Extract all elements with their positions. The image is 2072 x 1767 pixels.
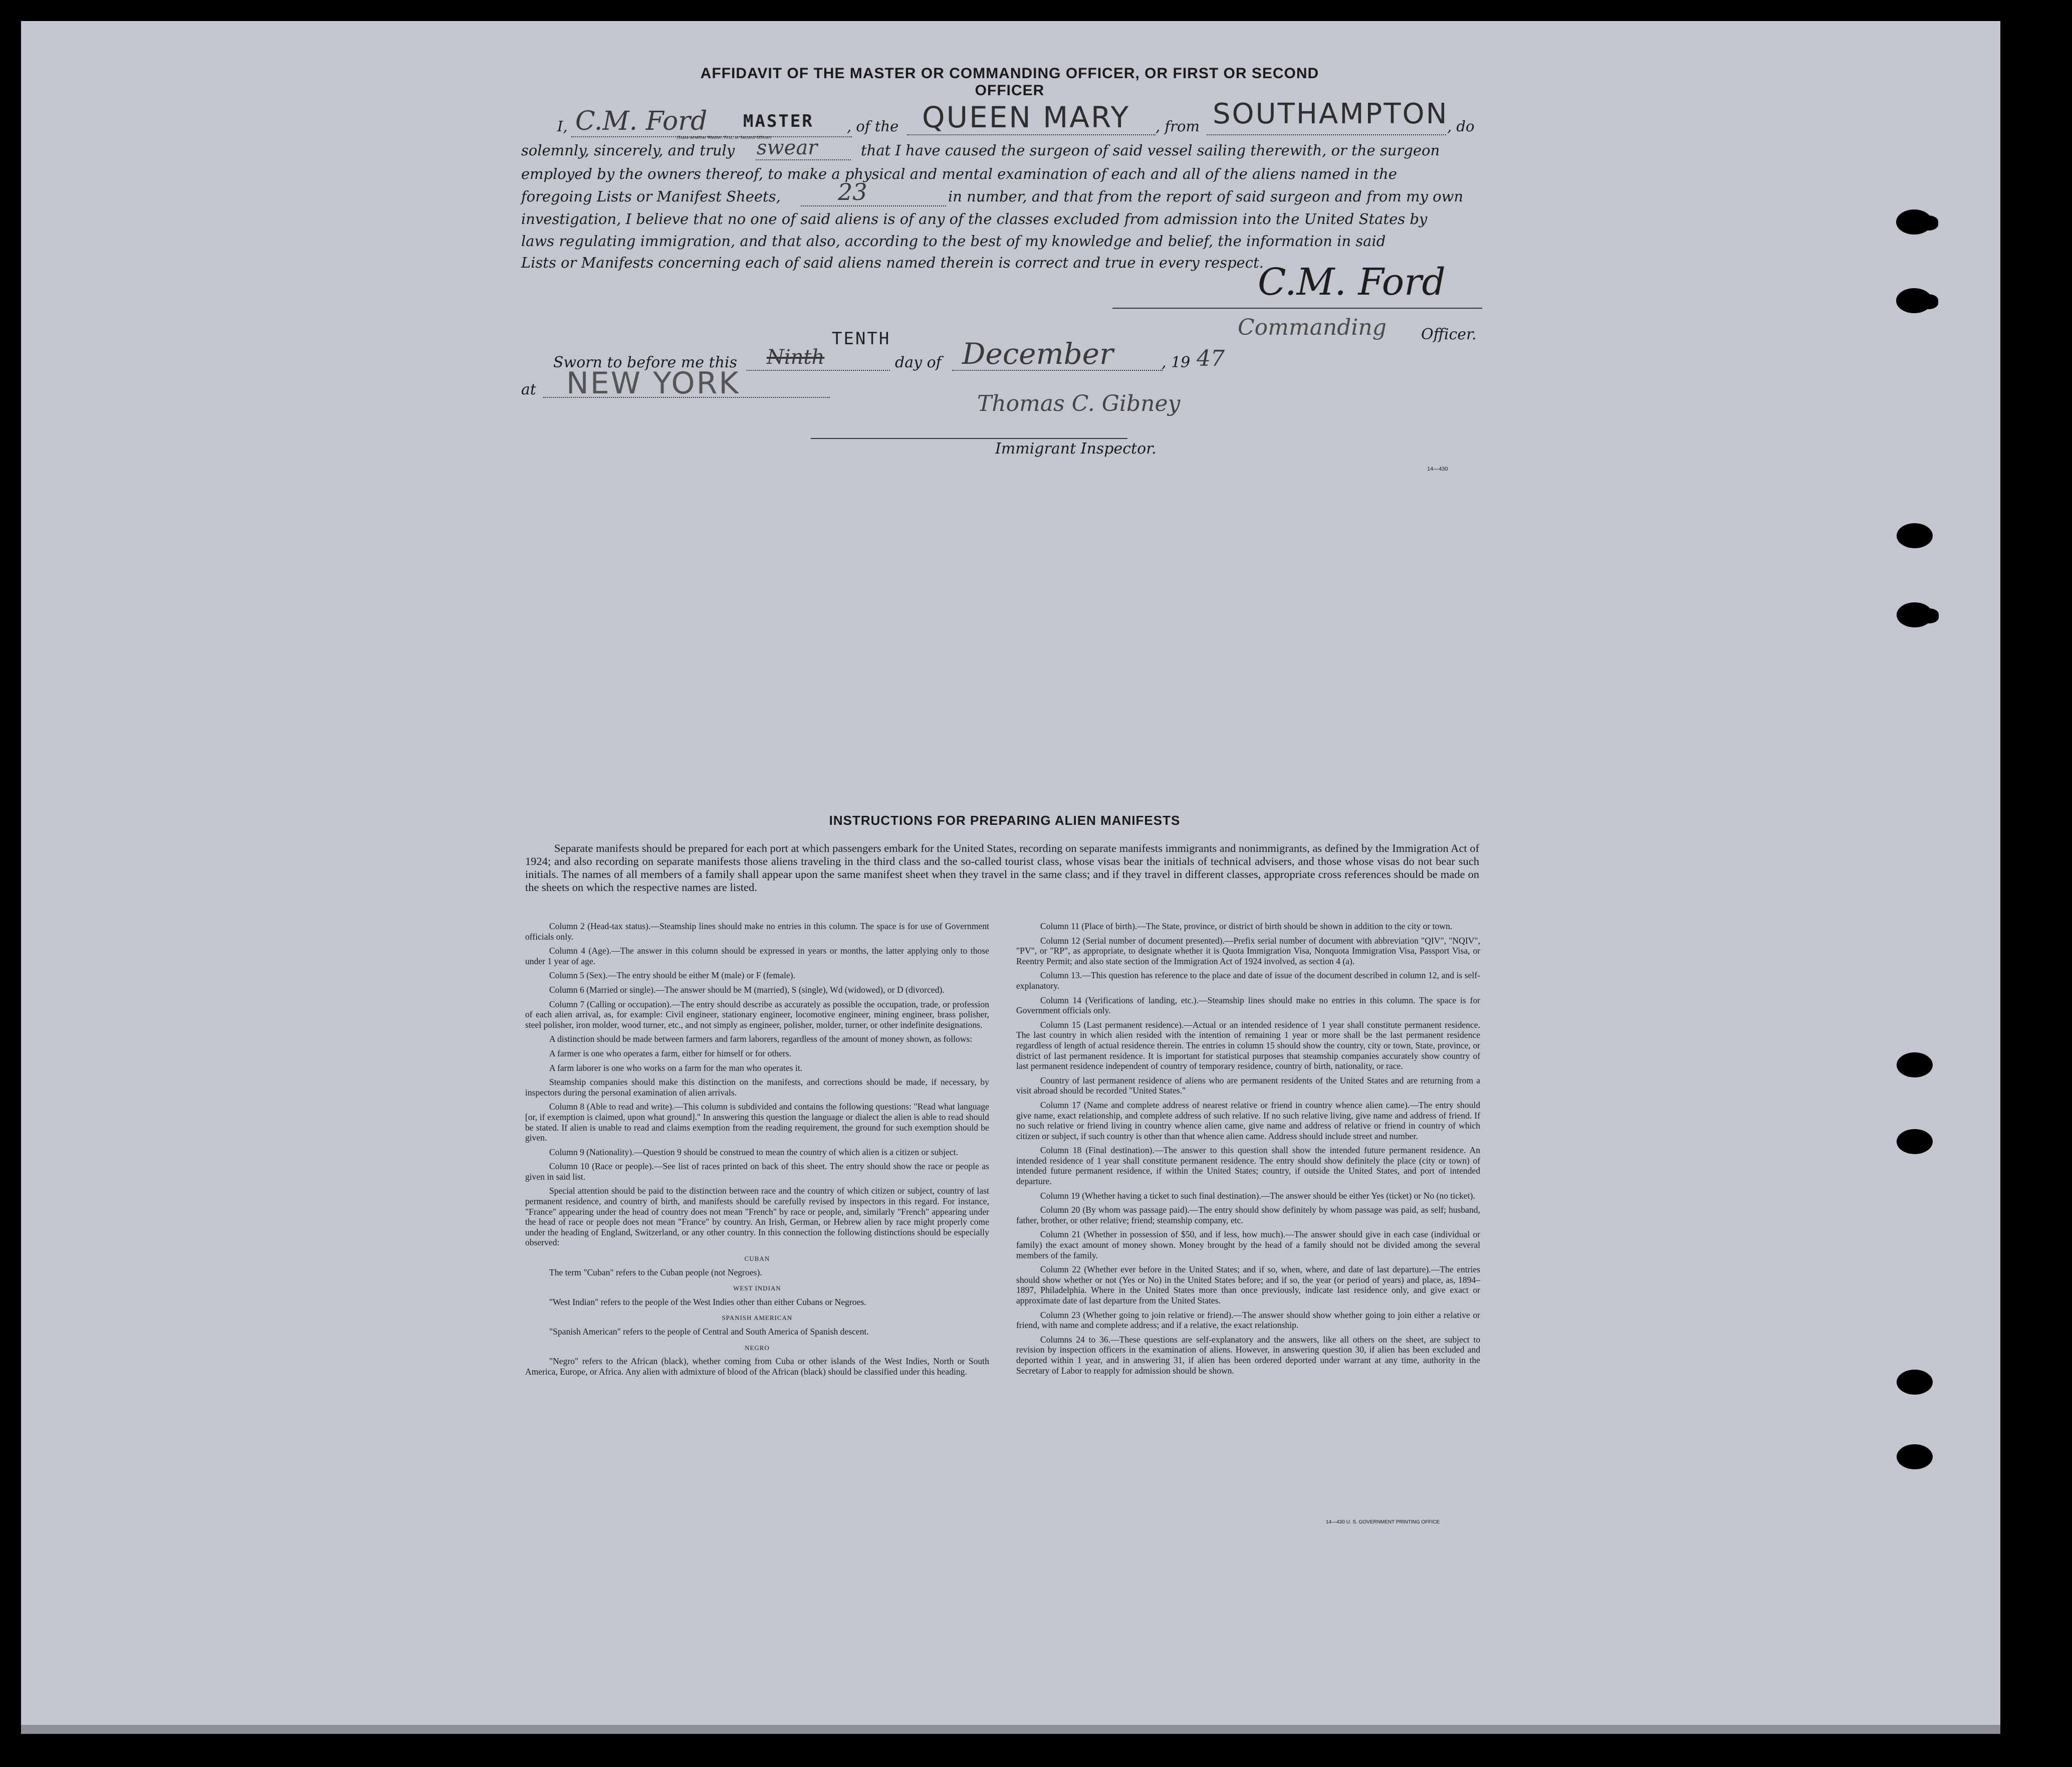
punch-hole	[1897, 1129, 1933, 1154]
sworn-year: 47	[1197, 346, 1225, 371]
officer-caption: Officer.	[1421, 326, 1477, 343]
instruction-paragraph: Country of last permanent residence of aliens who are permanent residents of the United States and are returning from a visit abroad should be recorded "United States."	[1016, 1075, 1480, 1096]
affidavit-text: employed by the owners thereof, to make a physical and mental examination of each and all of the aliens named in the	[521, 165, 1397, 182]
printing-office-footer: 14—430 U. S. GOVERNMENT PRINTING OFFICE	[1326, 1519, 1440, 1525]
sworn-place: NEW YORK	[566, 366, 740, 401]
section-heading: CUBAN	[744, 1255, 770, 1263]
instruction-paragraph: Column 15 (Last permanent residence).—Actual or an intended residence of 1 year shall constitute permanent residence. The last country in which alien resided with the intention of remaining 1 year or more shall be the last permanent residence regardless of length of actual residence therein. The entries in column 15 should show the country, city or town, State, province, or district of last permanent residence. It is important for statistical purposes that steamship companies accurately show country of last permanent residence independent of country of temporary residence, country of birth, nationality, or race.	[1016, 1019, 1480, 1071]
instruction-paragraph: Column 4 (Age).—The answer in this column should be expressed in years or months, the latter applying only to those under 1 year of age.	[525, 946, 989, 966]
affidavit-text: laws regulating immigration, and that also, according to the best of my knowledge and belief, the information in said	[521, 233, 1386, 250]
affidavit-text: that I have caused the surgeon of said vessel sailing therewith, or the surgeon	[861, 142, 1440, 159]
sworn-text: at	[521, 381, 536, 398]
section-heading: SPANISH AMERICAN	[722, 1314, 793, 1322]
section-heading: NEGRO	[745, 1344, 770, 1352]
departure-port: SOUTHAMPTON	[1213, 98, 1449, 130]
instruction-paragraph: Column 11 (Place of birth).—The State, province, or district of birth should be shown in addition to the city or town.	[1040, 921, 1453, 931]
struck-day: Ninth	[767, 346, 825, 369]
instruction-paragraph: Column 7 (Calling or occupation).—The entry should describe as accurately as possible the occupation, trade, or profession of each alien arrival, as, for example: Civil engineer, stationary engineer, locomotive engineer, mining engineer, brass polisher, steel polisher, iron molder, wood turner, etc., and not simply as engineer, polisher, molder, turner, or other indefinite designations.	[525, 999, 989, 1030]
instruction-paragraph: Column 20 (By whom was passage paid).—The entry should show definitely by whom passage was paid, as self; husband, father, brother, or other relative; friend; steamship company, etc.	[1016, 1205, 1480, 1225]
punch-hole	[1897, 1444, 1933, 1469]
affidavit-text: Lists or Manifests concerning each of said aliens named therein is correct and true in every respect.	[521, 254, 1264, 271]
instruction-paragraph: Column 14 (Verifications of landing, etc.).—Steamship lines should make no entries in this column. The space is for Government officials only.	[1016, 995, 1480, 1016]
instruction-paragraph: Column 13.—This question has reference to the place and date of issue of the document described in column 12, and is self-explanatory.	[1016, 970, 1480, 991]
blank-line	[756, 159, 851, 160]
inspector-signature: Thomas C. Gibney	[977, 391, 1181, 416]
sworn-month: December	[962, 337, 1113, 371]
instruction-paragraph: "West Indian" refers to the people of the West Indies other than either Cubans or Negroes.	[549, 1296, 866, 1307]
instruction-paragraph: Special attention should be paid to the distinction between race and the country of which citizen or subject, country of last permanent residence, and country of birth, and manifests should be carefully revised by inspectors in this regard. For instance, "France" appearing under the head of country does not mean "French" by race or people, and, similarly "French" appearing under the head of race or people does not mean "France" by country. An Irish, German, or Hebrew alien by race might properly come under the heading of England, Switzerland, or any other country. In this connection the following distinctions should be especially observed:	[525, 1186, 989, 1248]
instruction-paragraph: A farm laborer is one who works on a farm for the man who operates it.	[549, 1062, 803, 1073]
instruction-paragraph: Column 22 (Whether ever before in the United States; and if so, when, where, and date of last departure).—The entries should show whether or not (Yes or No) in the United States before; and if so, the year (or period of years) and place, as, 1894–1897, Philadelphia. Where in the United States more than once previously, indicate last residence only, and give exact or approximate date of last departure from the United States.	[1016, 1264, 1480, 1305]
instruction-paragraph: Column 18 (Final destination).—The answer to this question shall show the intended future permanent residence. An intended residence of 1 year shall constitute permanent residence. The entry should show definitely the place (city or town) of intended future permanent residence, if within the United States; country, if outside the United States, and port of intended departure.	[1016, 1145, 1480, 1187]
vessel-name: QUEEN MARY	[922, 100, 1130, 134]
instructions-intro: Separate manifests should be prepared for each port at which passengers embark for the United States, recording on separate manifests immigrants and nonimmigrants, as defined by the Immigration Act of 1924; and also recording on separate manifests those aliens traveling in the third class and the so-called tourist class, whose visas bear the initials of technical advisers, and those whose visas do not bear such initials. The names of all members of a family shall appear upon the same manifest sheet when they travel in the same class; and if they travel in different classes, appropriate cross references should be made on the sheets on which the respective names are listed.	[525, 842, 1479, 894]
punch-hole	[1897, 1052, 1933, 1077]
affidavit-text: , from	[1156, 118, 1200, 135]
instruction-paragraph: Columns 24 to 36.—These questions are self-explanatory and the answers, like all others on the sheet, are subject to revision by inspection officers in the examination of aliens. However, in answering question 30, if alien has been excluded and deported within 1 year, and in answering 31, if alien has been ordered deported under warrant at any time, authority in the Secretary of Labor to reapply for admission should be shown.	[1016, 1334, 1480, 1376]
blank-line	[1207, 134, 1446, 135]
officer-rank: MASTER	[743, 111, 814, 131]
sworn-day: TENTH	[832, 329, 891, 349]
punch-hole	[1897, 602, 1933, 627]
instruction-paragraph: Column 8 (Able to read and write).—This column is subdivided and contains the following questions: "Read what language [or, if exemption is claimed, upon what ground]." In answering this question the language or dialect the alien is able to read should be stated. If alien is unable to read and claims exemption from the reading requirement, the ground for such exemption should be given.	[525, 1101, 989, 1143]
instruction-paragraph: A distinction should be made between farmers and farm laborers, regardless of the amount of money shown, as follows:	[549, 1034, 973, 1044]
affidavit-text: in number, and that from the report of said surgeon and from my own	[948, 188, 1464, 205]
instruction-paragraph: Column 2 (Head-tax status).—Steamship lines should make no entries in this column. The space is for use of Government officials only.	[525, 921, 989, 942]
signature-line	[811, 438, 1127, 439]
instruction-paragraph: Column 9 (Nationality).—Question 9 should be construed to mean the country of which alien is a citizen or subject.	[549, 1147, 958, 1157]
instruction-paragraph: "Spanish American" refers to the people of Central and South America of Spanish descent.	[549, 1327, 869, 1337]
inspector-caption: Immigrant Inspector.	[995, 440, 1157, 458]
sheet-count: 23	[838, 178, 867, 205]
signature-line	[1112, 308, 1482, 309]
section-heading: WEST INDIAN	[733, 1284, 781, 1292]
blank-line	[907, 134, 1156, 135]
affidavit-text: , do	[1447, 118, 1475, 135]
affidavit-text: , of the	[847, 118, 899, 135]
rank-note: (State whether Master, First, or Second Officer)	[676, 135, 772, 140]
affidavit-text: foregoing Lists or Manifest Sheets,	[521, 188, 781, 205]
officer-name: C.M. Ford	[575, 106, 708, 136]
instruction-paragraph: Column 17 (Name and complete address of nearest relative or friend in country whence alien came).—The entry should give name, exact relationship, and complete address of such relative. If no such relative living, give name and address of friend. If no such relative or friend living in country whence alien came, give name and address of relative or friend in country of which citizen or subject, if such country is other than that whence alien came. Address should include street and number.	[1016, 1099, 1480, 1141]
blank-line	[747, 370, 890, 371]
punch-hole	[1896, 209, 1932, 235]
blank-line	[801, 205, 946, 206]
instruction-paragraph: Column 6 (Married or single).—The answer should be M (married), S (single), Wd (widowed), or D (divorced).	[549, 984, 945, 995]
instruction-paragraph: Column 21 (Whether in possession of $50, and if less, how much).—The answer should give in each case (individual or family) the exact amount of money shown. Money brought by the head of a family should not be divided among the several members of the family.	[1016, 1229, 1480, 1260]
instruction-paragraph: Column 10 (Race or people).—See list of races printed on back of this sheet. The entry should show the race or people as given in said list.	[525, 1161, 989, 1182]
affidavit-text: investigation, I believe that no one of said aliens is of any of the classes excluded from admission into the United States by	[521, 210, 1428, 228]
punch-hole	[1896, 288, 1932, 313]
form-number: 14—430	[1427, 466, 1448, 472]
affidavit-text: I,	[557, 118, 568, 135]
officer-role: Commanding	[1238, 315, 1387, 340]
instructions-right-column	[1016, 921, 1480, 1380]
instruction-paragraph: Steamship companies should make this distinction on the manifests, and corrections should be made, if necessary, by inspectors during the personal examination of alien arrivals.	[525, 1077, 989, 1097]
punch-hole	[1897, 523, 1933, 548]
instruction-paragraph: The term "Cuban" refers to the Cuban people (not Negroes).	[549, 1267, 762, 1277]
affidavit-text: solemnly, sincerely, and truly	[521, 142, 735, 159]
instructions-left-column	[525, 921, 989, 1381]
sworn-text: Sworn to before me this	[553, 354, 738, 371]
instruction-paragraph: Column 19 (Whether having a ticket to such final destination).—The answer should be either Yes (ticket) or No (no ticket).	[1040, 1190, 1475, 1201]
sheet-bottom-edge	[21, 1725, 2000, 1734]
oath-word: swear	[757, 136, 818, 159]
instruction-paragraph: Column 12 (Serial number of document presented).—Prefix serial number of document with abbreviation "QIV", "NQIV", "PV", or "RP", as appropriate, to designate whether it is Quota Immigration Visa, Nonquota Immigration Visa, Passport Visa, or Reentry Permit; and also state section of the Immigration Act of 1924 involved, as section 4 (a).	[1016, 935, 1480, 966]
instruction-paragraph: A farmer is one who operates a farm, either for himself or for others.	[549, 1048, 792, 1058]
instruction-paragraph: "Negro" refers to the African (black), whether coming from Cuba or other islands of the West Indies, North or South America, Europe, or Africa. Any alien with admixture of blood of the African (black) should be classified under this heading.	[525, 1356, 989, 1377]
master-signature: C.M. Ford	[1258, 261, 1446, 304]
punch-hole	[1897, 1370, 1933, 1395]
sworn-text: day of	[895, 354, 942, 371]
sworn-text: , 19	[1162, 354, 1191, 371]
instruction-paragraph: Column 5 (Sex).—The entry should be either M (male) or F (female).	[549, 970, 796, 981]
affidavit-title: AFFIDAVIT OF THE MASTER OR COMMANDING OFFICER, OR FIRST OR SECOND OFFICER	[700, 65, 1319, 99]
instructions-title: INSTRUCTIONS FOR PREPARING ALIEN MANIFESTS	[829, 813, 1181, 828]
instruction-paragraph: Column 23 (Whether going to join relative or friend).—The answer should show whether going to join either a relative or friend, with name and complete address; and if a relative, the exact relationship.	[1016, 1309, 1480, 1331]
